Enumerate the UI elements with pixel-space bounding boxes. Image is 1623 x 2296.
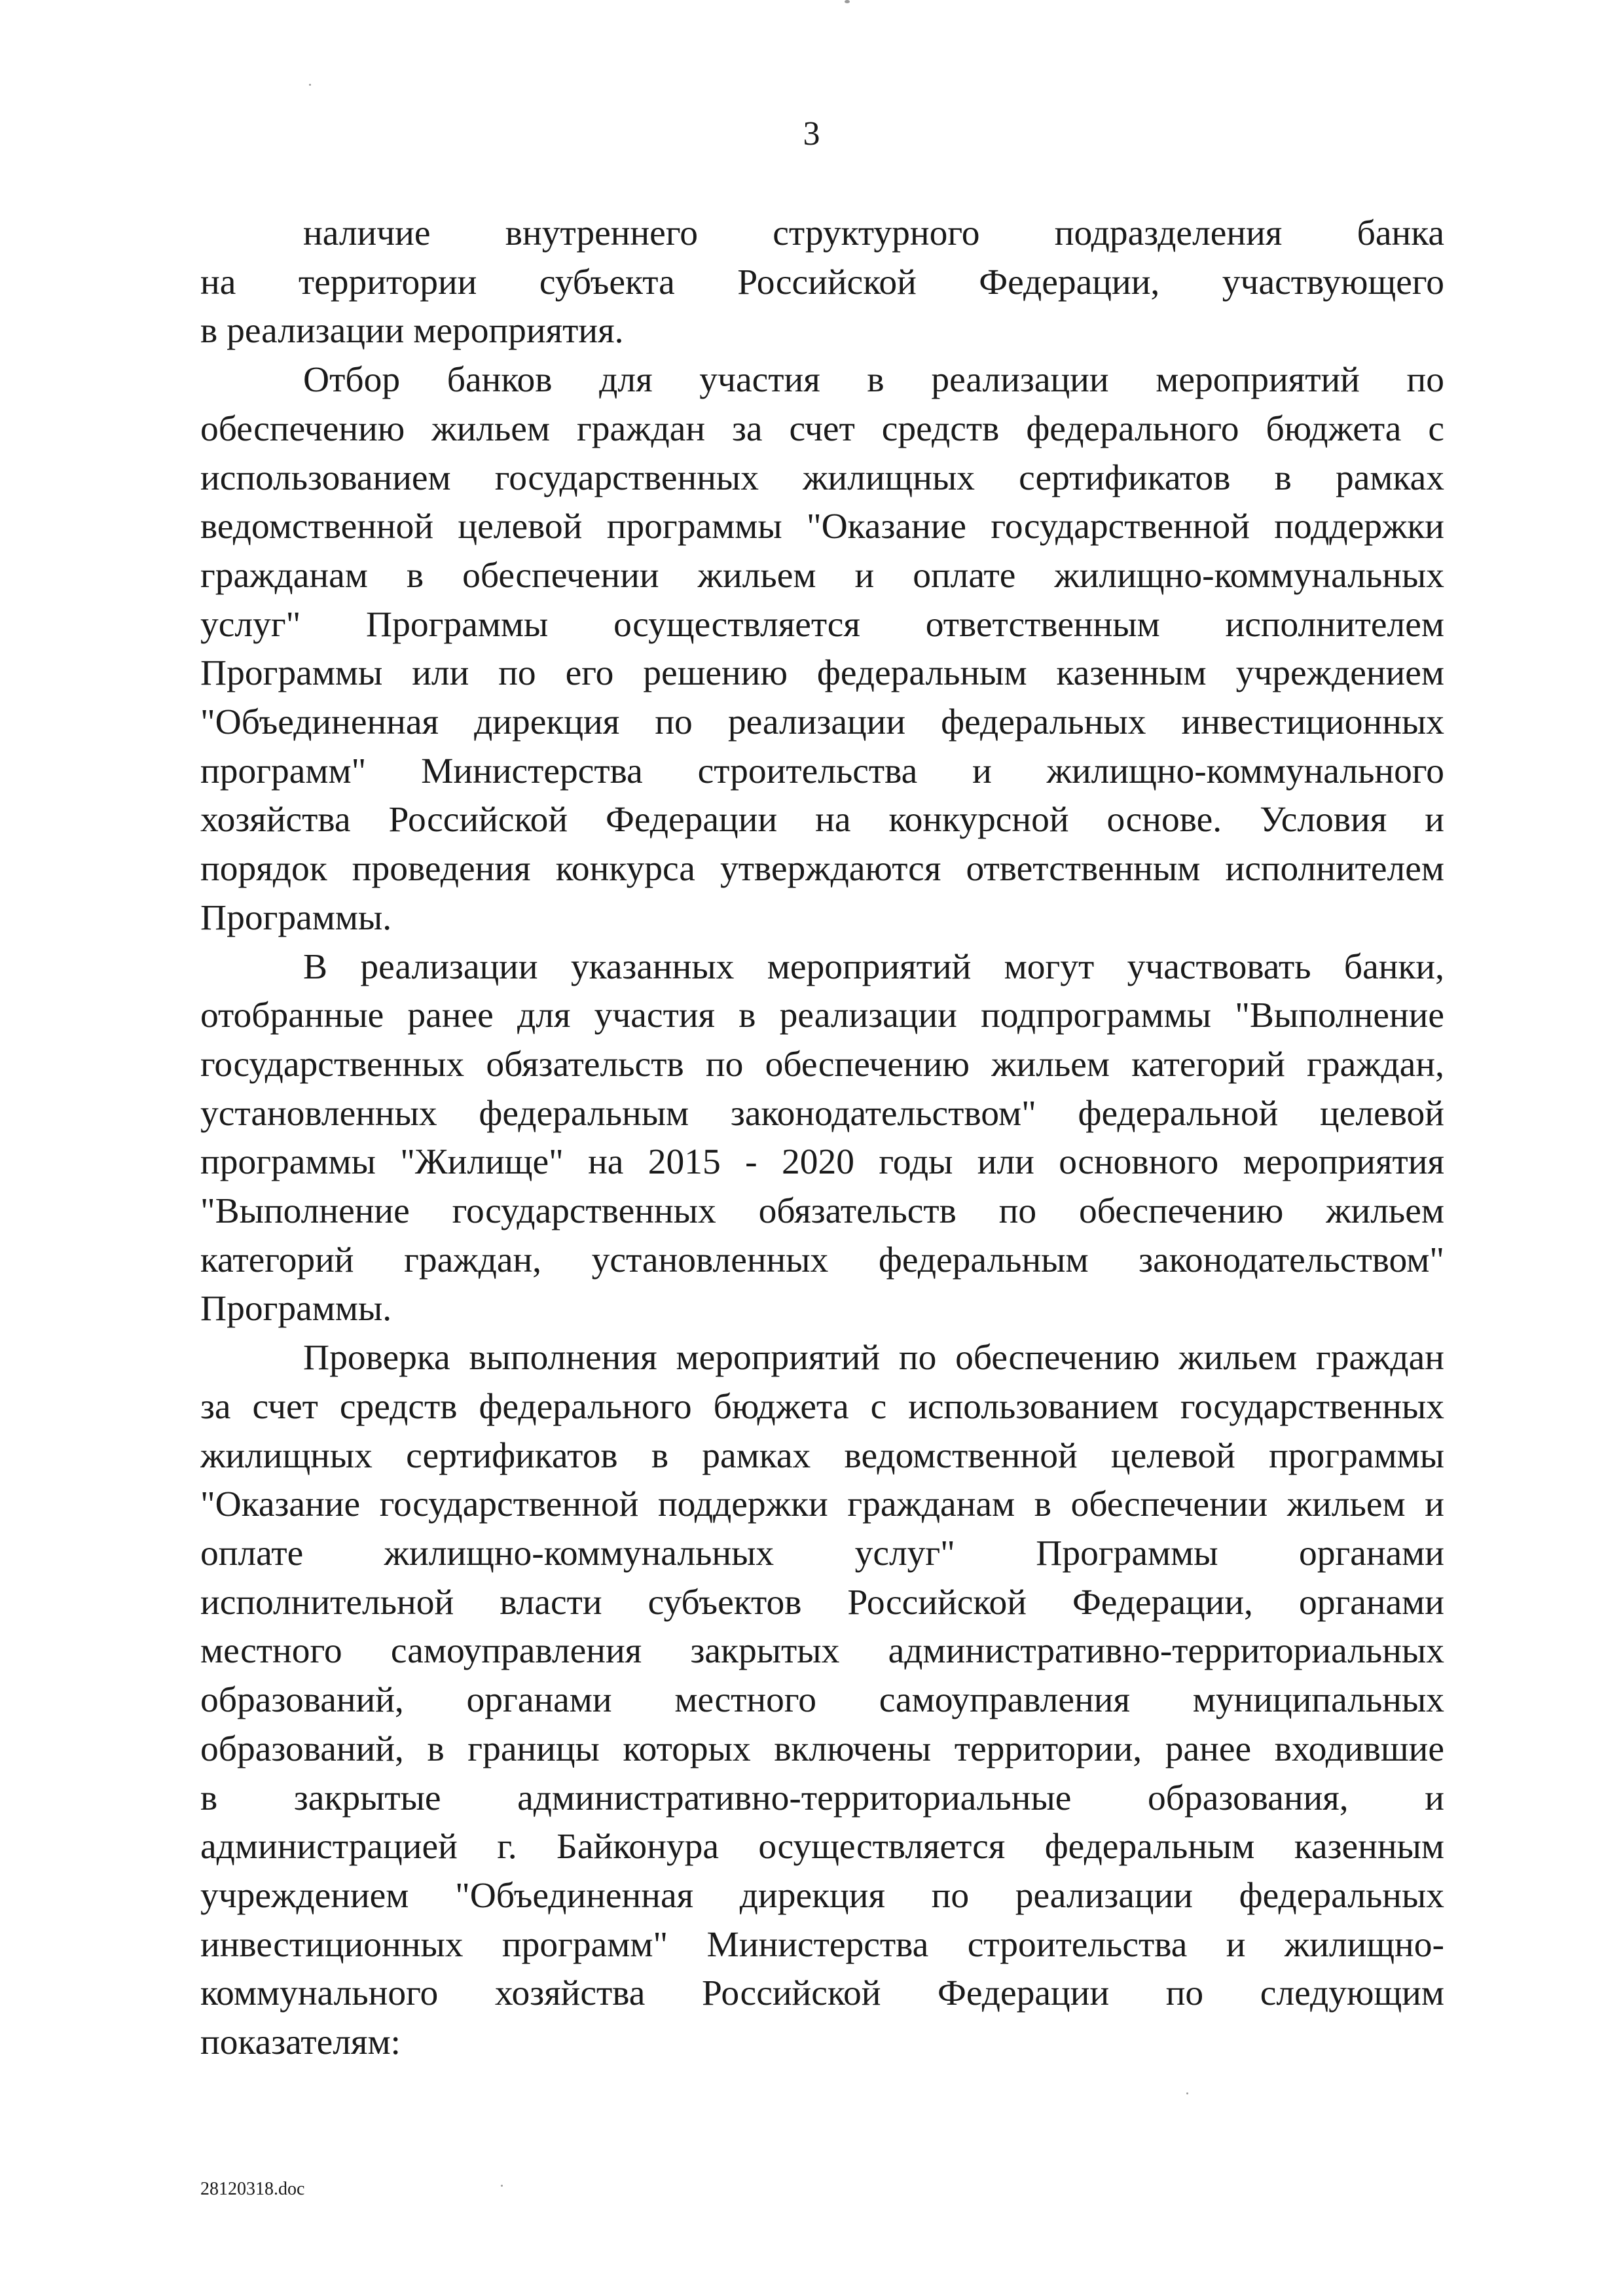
text-line: инвестиционных программ" Министерства строительства и жилищно- [200, 1924, 1444, 1965]
text-line: Проверка выполнения мероприятий по обеспечению жильем граждан [303, 1338, 1444, 1378]
text-line: В реализации указанных мероприятий могут участвовать банки, [303, 946, 1444, 987]
page-number: 3 [803, 115, 820, 152]
text-line: услуг" Программы осуществляется ответственным исполнителем [200, 604, 1444, 645]
text-line: государственных обязательств по обеспечению жильем категорий граждан, [200, 1044, 1444, 1085]
text-line: использованием государственных жилищных сертификатов в рамках [200, 457, 1444, 498]
text-line: Программы. [200, 897, 392, 938]
text-line: учреждением "Объединенная дирекция по реализации федеральных [200, 1875, 1444, 1916]
text-line: хозяйства Российской Федерации на конкурсной основе. Условия и [200, 800, 1444, 840]
paragraph-bank-selection [200, 356, 1444, 942]
text-line: программы "Жилище" на 2015 - 2020 годы или основного мероприятия [200, 1142, 1444, 1183]
text-line: в реализации мероприятия. [200, 311, 624, 351]
text-line: "Объединенная дирекция по реализации федеральных инвестиционных [200, 702, 1444, 743]
text-line: показателям: [200, 2022, 401, 2063]
text-line: коммунального хозяйства Российской Федерации по следующим [200, 1973, 1444, 2014]
text-line: на территории субъекта Российской Федерации, участвующего [200, 262, 1444, 302]
text-line: местного самоуправления закрытых административно-территориальных [200, 1631, 1444, 1672]
paragraph-participating-banks [200, 943, 1444, 1335]
text-line: Программы. [200, 1289, 392, 1329]
paragraph-verification [200, 1334, 1444, 2068]
text-line: Программы или по его решению федеральным казенным учреждением [200, 653, 1444, 694]
text-line: исполнительной власти субъектов Российской Федерации, органами [200, 1582, 1444, 1623]
text-line: в закрытые административно-территориальные образования, и [200, 1778, 1444, 1818]
text-line: "Выполнение государственных обязательств по обеспечению жильем [200, 1191, 1444, 1232]
scan-artifact [501, 2185, 503, 2187]
text-line: "Оказание государственной поддержки гражданам в обеспечении жильем и [200, 1484, 1444, 1525]
document-body [200, 209, 1444, 2068]
text-line: жилищных сертификатов в рамках ведомственной целевой программы [200, 1435, 1444, 1476]
text-line: отобранные ранее для участия в реализации подпрограммы "Выполнение [200, 996, 1444, 1036]
text-line: категорий граждан, установленных федеральным законодательством" [200, 1240, 1444, 1280]
scan-artifact [309, 84, 311, 86]
text-line: порядок проведения конкурса утверждаются ответственным исполнителем [200, 849, 1444, 889]
scan-artifact [845, 0, 850, 3]
text-line: образований, в границы которых включены территории, ранее входившие [200, 1729, 1444, 1769]
text-line: обеспечению жильем граждан за счет средств федерального бюджета с [200, 408, 1444, 449]
text-line: наличие внутреннего структурного подразделения банка [303, 213, 1444, 253]
text-line: установленных федеральным законодательством" федеральной целевой [200, 1093, 1444, 1134]
text-line: за счет средств федерального бюджета с использованием государственных [200, 1386, 1444, 1427]
text-line: администрацией г. Байконура осуществляется федеральным казенным [200, 1827, 1444, 1867]
text-line: программ" Министерства строительства и жилищно-коммунального [200, 751, 1444, 791]
scan-artifact [1186, 2092, 1188, 2094]
paragraph-bank-requirement [200, 209, 1444, 356]
text-line: оплате жилищно-коммунальных услуг" Программы органами [200, 1533, 1444, 1573]
text-line: Отбор банков для участия в реализации мероприятий по [303, 360, 1444, 401]
text-line: ведомственной целевой программы "Оказание государственной поддержки [200, 507, 1444, 547]
text-line: образований, органами местного самоуправления муниципальных [200, 1680, 1444, 1721]
document-file-reference: 28120318.doc [200, 2179, 305, 2199]
text-line: гражданам в обеспечении жильем и оплате жилищно-коммунальных [200, 555, 1444, 596]
